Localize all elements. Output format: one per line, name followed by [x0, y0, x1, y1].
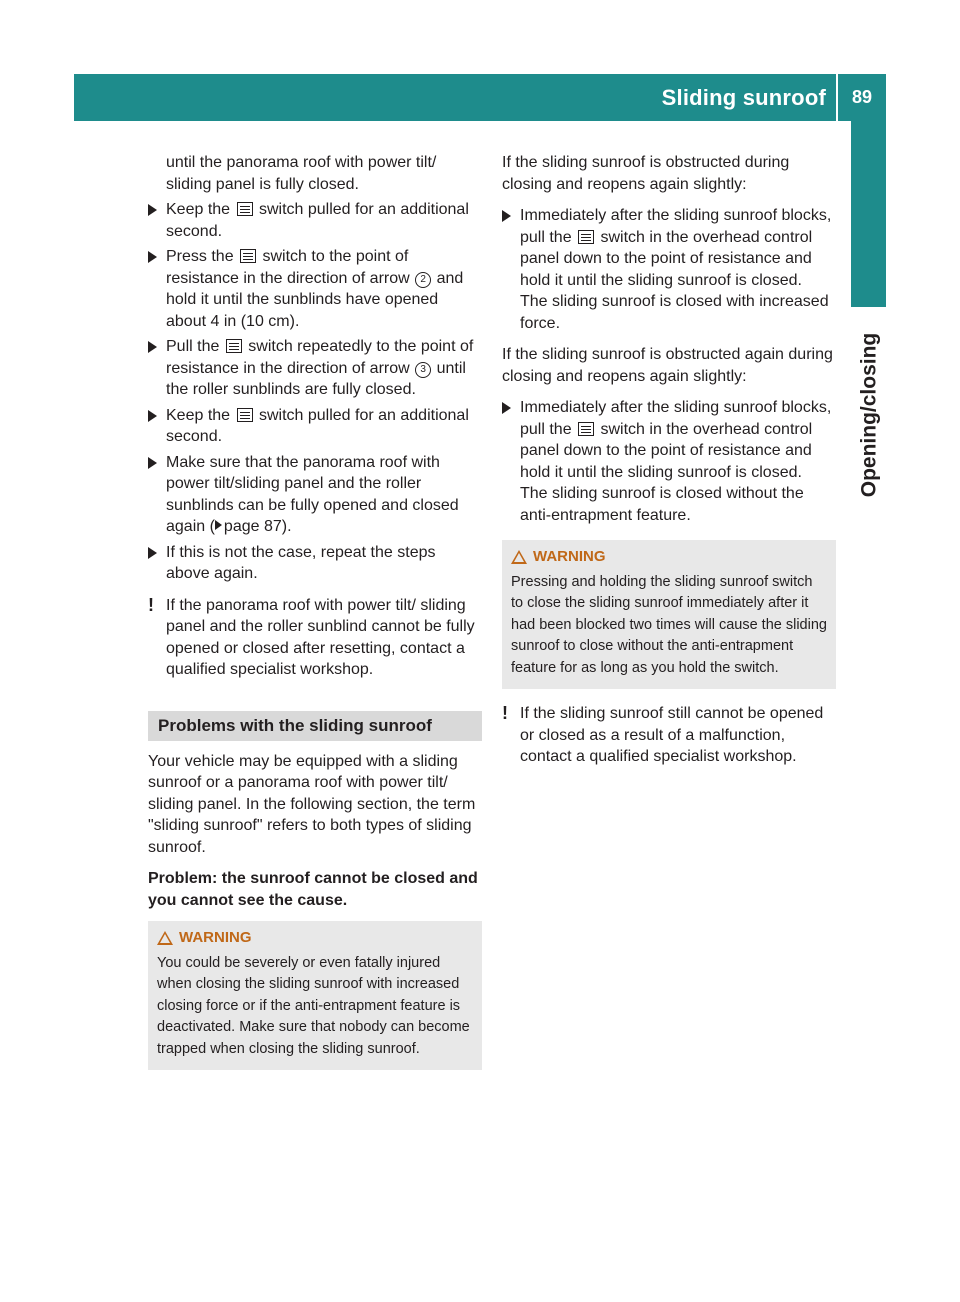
problem-heading: Problem: the sunroof cannot be closed and you cannot see the cause.	[148, 870, 478, 909]
exclamation-icon: !	[502, 703, 508, 723]
note-text: If the panorama roof with power tilt/ sliding panel and the roller sunblind cannot be fully opened or closed after resetting, contact a qualified specialist workshop.	[166, 596, 475, 678]
step-text: until the roller sunblinds are fully closed.	[166, 359, 466, 398]
chapter-tab-marker	[851, 121, 886, 307]
step-text: switch pulled for an additional second.	[166, 406, 469, 445]
warning-box	[148, 921, 482, 1070]
page-number: 89	[851, 87, 873, 107]
warning-label: WARNING	[533, 548, 606, 565]
step-arrow-icon	[502, 402, 511, 414]
instruction-step	[148, 199, 482, 242]
step-text: Pull the	[166, 338, 220, 355]
note	[502, 703, 836, 768]
chapter-label-text: Opening/closing	[857, 332, 881, 498]
right-column	[502, 152, 836, 778]
step-text: Keep the	[166, 201, 231, 218]
note-text: If the sliding sunroof still cannot be opened or closed as a result of a malfunction, contact a qualified specialist workshop.	[520, 705, 824, 765]
page-reference-link[interactable]: page 87	[223, 518, 282, 535]
step-arrow-icon	[148, 204, 157, 216]
step-text: Keep the	[166, 406, 231, 424]
step-arrow-icon	[148, 251, 157, 263]
section-title: Sliding sunroof	[661, 85, 826, 110]
instruction-step	[148, 542, 482, 585]
step-text: switch in the overhead control panel down to the point of resistance and hold it until the sliding sunroof is closed.	[520, 228, 813, 289]
sunroof-switch-icon	[578, 230, 594, 244]
left-column	[148, 152, 482, 1084]
warning-text: Pressing and holding the sliding sunroof switch to close the sliding sunroof immediately after it had been blocked two times will cause the sliding sunroof to close without the anti-entrapment feature for as long as you hold the switch.	[511, 573, 827, 676]
step-text: Immediately after the sliding sunroof blocks, pull the	[520, 207, 832, 246]
spacer	[148, 691, 482, 711]
step-text: switch in the overhead control panel down to the point of resistance and hold it until the sliding sunroof is closed.	[520, 420, 813, 481]
warning-triangle-icon	[511, 550, 527, 564]
arrow-number-icon: 3	[415, 362, 431, 378]
step-text: switch pulled for an additional second.	[166, 201, 469, 240]
arrow-number-icon: 2	[415, 272, 431, 288]
step-arrow-icon	[148, 547, 157, 559]
sunroof-switch-icon	[237, 408, 253, 422]
step-result: The sliding sunroof is closed without the anti-entrapment feature.	[520, 485, 804, 524]
section-heading: Problems with the sliding sunroof	[148, 711, 482, 741]
step-arrow-icon	[502, 210, 511, 222]
step-text: Press the	[166, 248, 234, 265]
paragraph: Your vehicle may be equipped with a sliding sunroof or a panorama roof with power tilt/ sliding panel. In the following section, the term "sliding sunroof" refers to both types of sliding sunroof.	[148, 752, 476, 856]
step-text: Make sure that the panorama roof with power tilt/sliding panel and the roller sunblinds can be fully opened and closed again (	[166, 453, 459, 535]
instruction-step	[148, 336, 482, 401]
paragraph: If the sliding sunroof is obstructed again during closing and reopens again slightly:	[502, 346, 833, 385]
step-text: Immediately after the sliding sunroof blocks, pull the	[520, 399, 832, 438]
step-text: If this is not the case, repeat the steps above again.	[166, 543, 436, 582]
sunroof-switch-icon	[578, 422, 594, 436]
note	[148, 595, 482, 681]
warning-text: You could be severely or even fatally injured when closing the sliding sunroof with increased closing force or if the anti-entrapment feature is deactivated. Make sure that nobody can become trapped when closing the sliding sunroof.	[157, 954, 470, 1057]
exclamation-icon: !	[148, 594, 154, 615]
sunroof-switch-icon	[237, 202, 253, 216]
step-text: and hold it until the sunblinds have opened about 4 in (10 cm).	[166, 269, 464, 330]
paragraph: If the sliding sunroof is obstructed during closing and reopens again slightly:	[502, 154, 790, 193]
warning-header	[511, 546, 827, 568]
instruction-step	[502, 205, 836, 334]
warning-header	[157, 927, 473, 949]
instruction-step	[148, 246, 482, 332]
step-text: switch repeatedly to the point of resistance in the direction of arrow	[166, 338, 474, 377]
step-arrow-icon	[148, 341, 157, 353]
step-result: The sliding sunroof is closed with increased force.	[520, 293, 829, 332]
page-header	[74, 74, 886, 121]
chapter-tab-label	[852, 320, 886, 510]
continued-text: until the panorama roof with power tilt/ sliding panel is fully closed.	[166, 154, 437, 193]
warning-label: WARNING	[179, 929, 252, 946]
warning-triangle-icon	[157, 931, 173, 945]
page-reference-icon	[215, 520, 222, 530]
step-text: ).	[281, 518, 292, 535]
step-arrow-icon	[148, 410, 157, 422]
instruction-step	[148, 452, 482, 538]
instruction-step	[502, 397, 836, 526]
step-text: switch to the point of resistance in the direction of arrow	[166, 248, 410, 287]
sunroof-switch-icon	[240, 249, 256, 263]
warning-box	[502, 540, 836, 689]
step-arrow-icon	[148, 457, 157, 469]
instruction-step	[148, 405, 482, 448]
sunroof-switch-icon	[226, 339, 242, 353]
